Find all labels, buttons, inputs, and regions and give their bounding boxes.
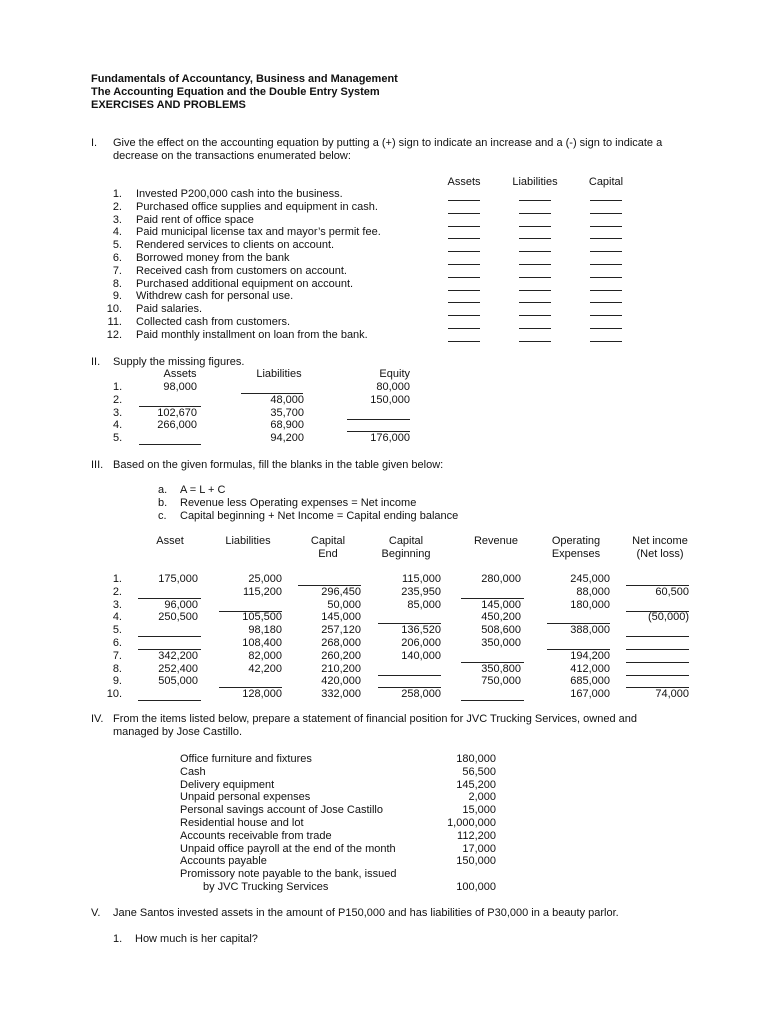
table-cell-value: 98,180	[248, 624, 282, 636]
equity-blank[interactable]	[347, 419, 410, 432]
table-cell-value: 145,000	[321, 611, 361, 623]
table-cell-blank[interactable]	[138, 586, 201, 599]
table-cell-value: 210,200	[321, 663, 361, 675]
item-label: Personal savings account of Jose Castillo	[180, 804, 383, 816]
answer-blank-liabilities[interactable]	[519, 316, 551, 329]
table-cell-value: 88,000	[576, 586, 610, 598]
row-number: 1.	[112, 573, 122, 585]
table-cell-value: 74,000	[655, 688, 689, 700]
column-header: Capital	[310, 535, 346, 547]
transaction-number: 11.	[107, 316, 122, 328]
row-number: 2.	[112, 586, 122, 598]
row-number: 9.	[112, 675, 122, 687]
answer-blank-liabilities[interactable]	[519, 329, 551, 342]
table-cell-blank[interactable]	[138, 624, 201, 637]
answer-blank-assets[interactable]	[448, 290, 480, 303]
table-cell-blank[interactable]	[219, 675, 282, 688]
table-cell-blank[interactable]	[547, 637, 610, 650]
item-amount: 180,000	[456, 753, 496, 765]
table-cell-blank[interactable]	[138, 637, 201, 650]
answer-blank-capital[interactable]	[590, 226, 622, 239]
column-header: Operating	[551, 535, 601, 547]
equity-value: 150,000	[370, 394, 410, 406]
table-cell-value: 82,000	[248, 650, 282, 662]
transaction-text: Rendered services to clients on account.	[136, 239, 335, 251]
table-cell-blank[interactable]	[461, 586, 524, 599]
section-1-col-assets: Assets	[447, 176, 481, 188]
item-label: Delivery equipment	[180, 779, 275, 791]
row-number: 7.	[112, 650, 122, 662]
table-cell-value: 296,450	[321, 586, 361, 598]
transaction-number: 3.	[112, 214, 122, 226]
section-5-question-number: 1.	[113, 933, 123, 945]
answer-blank-capital[interactable]	[590, 329, 622, 342]
table-cell-value: 350,800	[481, 663, 521, 675]
table-cell-blank[interactable]	[378, 675, 441, 688]
table-cell-blank[interactable]	[626, 650, 689, 663]
table-cell-value: 258,000	[401, 688, 441, 700]
transaction-text: Withdrew cash for personal use.	[136, 290, 294, 302]
table-cell-value: 145,000	[481, 599, 521, 611]
table-cell-value: 412,000	[570, 663, 610, 675]
table-cell-value: 140,000	[401, 650, 441, 662]
answer-blank-liabilities[interactable]	[519, 239, 551, 252]
table-cell-value: 96,000	[164, 599, 198, 611]
table-cell-value: 257,120	[321, 624, 361, 636]
table-cell-value: 420,000	[321, 675, 361, 687]
answer-blank-capital[interactable]	[590, 188, 622, 201]
table-cell-value: (50,000)	[648, 611, 689, 623]
answer-blank-liabilities[interactable]	[519, 188, 551, 201]
doc-topic-title: The Accounting Equation and the Double Entry System	[91, 86, 380, 98]
table-cell-blank[interactable]	[378, 611, 441, 624]
answer-blank-assets[interactable]	[448, 316, 480, 329]
transaction-number: 8.	[112, 278, 122, 290]
transaction-number: 2.	[112, 201, 122, 213]
table-cell-value: 342,200	[158, 650, 198, 662]
column-header-line2: Beginning	[381, 548, 431, 560]
formula-text: A = L + C	[180, 484, 226, 496]
column-header: Capital	[388, 535, 424, 547]
answer-blank-capital[interactable]	[590, 252, 622, 265]
table-cell-value: 252,400	[158, 663, 198, 675]
transaction-text: Borrowed money from the bank	[136, 252, 290, 264]
transaction-text: Paid salaries.	[136, 303, 203, 315]
section-1-col-capital: Capital	[588, 176, 624, 188]
table-cell-blank[interactable]	[547, 611, 610, 624]
section-1-number: I.	[91, 137, 98, 149]
item-amount: 150,000	[456, 855, 496, 867]
table-cell-value: 42,200	[248, 663, 282, 675]
answer-blank-assets[interactable]	[448, 239, 480, 252]
row-number: 3.	[113, 407, 123, 419]
answer-blank-liabilities[interactable]	[519, 226, 551, 239]
answer-blank-liabilities[interactable]	[519, 201, 551, 214]
table-cell-value: 167,000	[570, 688, 610, 700]
row-number: 10.	[106, 688, 122, 700]
table-cell-value: 245,000	[570, 573, 610, 585]
assets-value: 98,000	[163, 381, 197, 393]
section-2-instruction: Supply the missing figures.	[113, 356, 245, 368]
table-cell-value: 175,000	[158, 573, 198, 585]
section-1-col-liabilities: Liabilities	[512, 176, 558, 188]
answer-blank-capital[interactable]	[590, 290, 622, 303]
item-label: by JVC Trucking Services	[203, 881, 329, 893]
column-header: Net income	[632, 535, 688, 547]
transaction-number: 9.	[112, 290, 122, 302]
answer-blank-assets[interactable]	[448, 252, 480, 265]
liabilities-value: 94,200	[270, 432, 304, 444]
item-label: Accounts payable	[180, 855, 267, 867]
answer-blank-liabilities[interactable]	[519, 290, 551, 303]
transaction-text: Received cash from customers on account.	[136, 265, 347, 277]
transaction-text: Collected cash from customers.	[136, 316, 291, 328]
answer-blank-liabilities[interactable]	[519, 252, 551, 265]
row-number: 5.	[113, 432, 123, 444]
answer-blank-capital[interactable]	[590, 265, 622, 278]
table-cell-value: 508,600	[481, 624, 521, 636]
item-label: Unpaid personal expenses	[180, 791, 311, 803]
section-1-instruction-cont: decrease on the transactions enumerated below:	[113, 150, 351, 162]
table-cell-blank[interactable]	[461, 688, 524, 701]
formula-text: Revenue less Operating expenses = Net income	[180, 497, 417, 509]
row-number: 2.	[113, 394, 123, 406]
item-amount: 15,000	[462, 804, 496, 816]
item-label: Accounts receivable from trade	[180, 830, 332, 842]
transaction-text: Purchased office supplies and equipment in cash.	[136, 201, 378, 213]
transaction-number: 1.	[112, 188, 122, 200]
table-cell-value: 60,500	[655, 586, 689, 598]
table-cell-value: 115,000	[402, 573, 441, 585]
table-cell-value: 194,200	[570, 650, 610, 662]
section-2-number: II.	[91, 356, 101, 368]
transaction-text: Paid rent of office space	[136, 214, 254, 226]
row-number: 3.	[112, 599, 122, 611]
doc-section-title: EXERCISES AND PROBLEMS	[91, 99, 246, 111]
item-label: Office furniture and fixtures	[180, 753, 312, 765]
table-cell-value: 505,000	[158, 675, 198, 687]
answer-blank-capital[interactable]	[590, 303, 622, 316]
answer-blank-assets[interactable]	[448, 303, 480, 316]
table-cell-value: 105,500	[242, 611, 282, 623]
table-cell-value: 85,000	[407, 599, 441, 611]
answer-blank-assets[interactable]	[448, 201, 480, 214]
table-cell-value: 350,000	[481, 637, 521, 649]
table-cell-value: 750,000	[481, 675, 521, 687]
assets-blank[interactable]	[139, 432, 201, 445]
equity-value: 176,000	[370, 432, 410, 444]
transaction-number: 5.	[112, 239, 122, 251]
row-number: 4.	[113, 419, 123, 431]
section-1-instruction: Give the effect on the accounting equation by putting a (+) sign to indicate an increase and a (-) sign to indicate a	[113, 137, 663, 149]
table-cell-value: 25,000	[248, 573, 282, 585]
item-amount: 2,000	[468, 791, 496, 803]
section-3-number: III.	[91, 459, 104, 471]
table-cell-blank[interactable]	[298, 573, 361, 586]
formula-letter: a.	[158, 484, 168, 496]
transaction-number: 12.	[106, 329, 122, 341]
item-label: Cash	[180, 766, 206, 778]
column-header: Liabilities	[225, 535, 271, 547]
row-number: 5.	[112, 624, 122, 636]
item-amount: 145,200	[456, 779, 496, 791]
table-cell-blank[interactable]	[626, 675, 689, 688]
answer-blank-capital[interactable]	[590, 201, 622, 214]
item-label: Unpaid office payroll at the end of the month	[180, 843, 396, 855]
formula-letter: b.	[158, 497, 168, 509]
item-label: Promissory note payable to the bank, issued	[180, 868, 397, 880]
assets-value: 102,670	[157, 407, 197, 419]
section-2-col-assets: Assets	[163, 368, 197, 380]
liabilities-value: 68,900	[270, 419, 304, 431]
transaction-number: 4.	[112, 226, 122, 238]
formula-text: Capital beginning + Net Income = Capital ending balance	[180, 510, 459, 522]
section-4-instruction: From the items listed below, prepare a statement of financial position for JVC Trucking Services, owned and	[113, 713, 637, 725]
liabilities-value: 35,700	[270, 407, 304, 419]
item-amount: 112,200	[457, 830, 496, 842]
section-5-question: How much is her capital?	[135, 933, 258, 945]
section-2-col-liabilities: Liabilities	[256, 368, 302, 380]
row-number: 8.	[112, 663, 122, 675]
section-5-number: V.	[91, 907, 101, 919]
table-cell-value: 280,000	[481, 573, 521, 585]
transaction-text: Invested P200,000 cash into the business.	[136, 188, 343, 200]
formula-letter: c.	[158, 510, 167, 522]
table-cell-value: 180,000	[570, 599, 610, 611]
table-cell-blank[interactable]	[461, 650, 524, 663]
item-label: Residential house and lot	[180, 817, 304, 829]
liabilities-value: 48,000	[270, 394, 304, 406]
section-2-col-equity: Equity	[379, 368, 410, 380]
table-cell-value: 250,500	[158, 611, 198, 623]
table-cell-value: 50,000	[327, 599, 361, 611]
table-cell-value: 206,000	[401, 637, 441, 649]
answer-blank-capital[interactable]	[590, 316, 622, 329]
table-cell-value: 450,200	[481, 611, 521, 623]
answer-blank-assets[interactable]	[448, 226, 480, 239]
table-cell-value: 115,200	[243, 586, 282, 598]
table-cell-value: 388,000	[570, 624, 610, 636]
item-amount: 56,500	[462, 766, 496, 778]
table-cell-value: 128,000	[242, 688, 282, 700]
item-amount: 1,000,000	[447, 817, 496, 829]
equity-value: 80,000	[376, 381, 410, 393]
table-cell-blank[interactable]	[138, 688, 201, 701]
item-amount: 100,000	[456, 881, 496, 893]
transaction-number: 10.	[106, 303, 122, 315]
table-cell-value: 108,400	[242, 637, 282, 649]
doc-subject-title: Fundamentals of Accountancy, Business and Management	[91, 73, 398, 85]
section-4-instruction-cont: managed by Jose Castillo.	[113, 726, 243, 738]
section-4-number: IV.	[91, 713, 104, 725]
answer-blank-assets[interactable]	[448, 188, 480, 201]
table-cell-value: 685,000	[570, 675, 610, 687]
table-cell-value: 136,520	[401, 624, 441, 636]
table-cell-value: 332,000	[321, 688, 361, 700]
transaction-number: 7.	[112, 265, 122, 277]
transaction-text: Paid municipal license tax and mayor’s permit fee.	[136, 226, 381, 238]
answer-blank-liabilities[interactable]	[519, 303, 551, 316]
row-number: 6.	[112, 637, 122, 649]
assets-blank[interactable]	[139, 394, 201, 407]
transaction-text: Paid monthly installment on loan from the bank.	[136, 329, 368, 341]
table-cell-blank[interactable]	[626, 637, 689, 650]
table-cell-value: 235,950	[401, 586, 441, 598]
row-number: 1.	[113, 381, 123, 393]
answer-blank-assets[interactable]	[448, 329, 480, 342]
transaction-number: 6.	[112, 252, 122, 264]
column-header-line2: Expenses	[551, 548, 601, 560]
answer-blank-capital[interactable]	[590, 239, 622, 252]
row-number: 4.	[112, 611, 122, 623]
column-header-line2: End	[318, 548, 338, 560]
answer-blank-liabilities[interactable]	[519, 265, 551, 278]
section-5-instruction: Jane Santos invested assets in the amount of P150,000 and has liabilities of P30,000 in a beauty parlor.	[113, 907, 619, 919]
liabilities-blank[interactable]	[241, 381, 303, 394]
table-cell-value: 260,200	[321, 650, 361, 662]
transaction-text: Purchased additional equipment on account.	[136, 278, 354, 290]
column-header: Revenue	[473, 535, 519, 547]
column-header-line2: (Net loss)	[636, 548, 684, 560]
table-cell-value: 268,000	[321, 637, 361, 649]
answer-blank-assets[interactable]	[448, 265, 480, 278]
table-cell-blank[interactable]	[626, 624, 689, 637]
assets-value: 266,000	[157, 419, 197, 431]
column-header: Asset	[156, 535, 184, 547]
item-amount: 17,000	[462, 843, 496, 855]
section-3-instruction: Based on the given formulas, fill the blanks in the table given below:	[113, 459, 444, 471]
table-cell-blank[interactable]	[626, 573, 689, 586]
